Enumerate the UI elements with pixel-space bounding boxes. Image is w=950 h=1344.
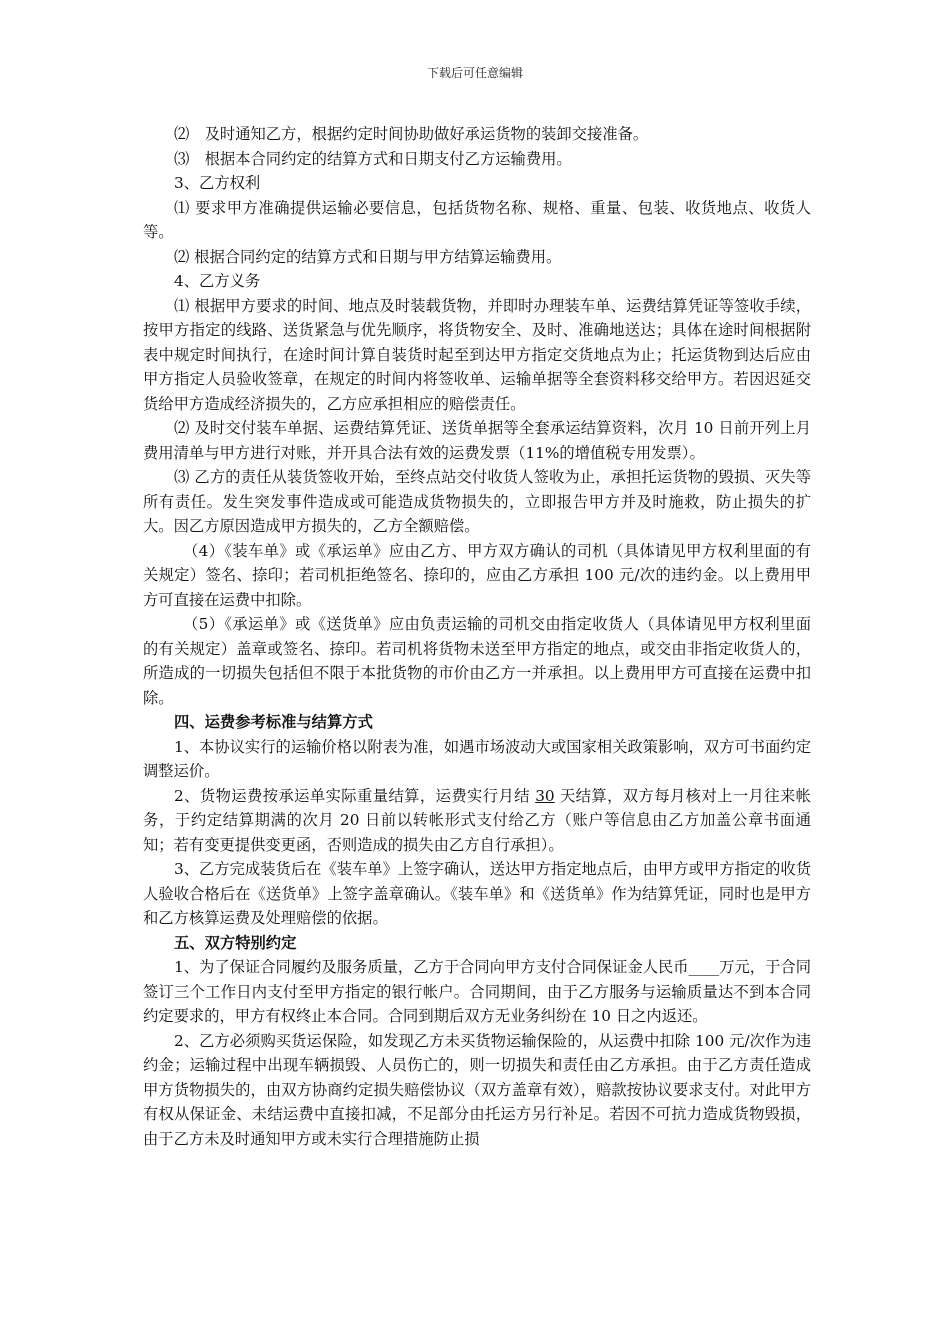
paragraph [143,784,811,858]
paragraph: 1、本协议实行的运输价格以附表为准，如遇市场波动大或国家相关政策影响，双方可书面约定调整运价。 [143,737,811,780]
page-header: 下载后可任意编辑 [426,66,523,80]
section-heading: 3、乙方权利 [174,174,261,192]
text-run: 2、货物运费按承运单实际重量结算，运费实行月结 [174,786,536,805]
paragraph: ⑴ 要求甲方准确提供运输必要信息，包括货物名称、规格、重量、包装、收货地点、收货人等。 [143,198,811,241]
paragraph: 1、为了保证合同履约及服务质量，乙方于合同向甲方支付合同保证金人民币____万元，于合同签订三个工作日内支付至甲方指定的银行帐户。合同期间，由于乙方服务与运输质量达不到本合同约定要求的，甲方有权终止本合同。合同到期后双方无业务纠纷在 10 日之内返还。 [143,958,811,1025]
paragraph: （4）《装车单》或《承运单》应由乙方、甲方双方确认的司机（具体请见甲方权利里面的有关规定）签名、捺印；若司机拒绝签名、捺印的，应由乙方承担 100 元/次的违约金。以上费用甲方可直接在运费中扣除。 [143,541,811,609]
paragraph: ⑵ 及时通知乙方，根据约定时间协助做好承运货物的装卸交接准备。 [174,125,649,143]
paragraph: （5）《承运单》或《送货单》应由负责运输的司机交由指定收货人（具体请见甲方权利里面的有关规定）盖章或签名、捺印。若司机将货物未送至甲方指定的地点，或交由非指定收货人的，所造成的一切损失包括但不限于本批货物的市价由乙方一并承担。以上费用甲方可直接在运费中扣除。 [143,615,811,707]
paragraph: 2、乙方必须购买货运保险，如发现乙方未买货物运输保险的，从运费中扣除 100 元/次作为违约金；运输过程中出现车辆损毁、人员伤亡的，则一切损失和责任由乙方承担。由于乙方责任造成甲方货物损失的，由双方协商约定损失赔偿协议（双方盖章有效），赔款按协议要求支付。对此甲方有权从保证金、未结运费中直接扣减，不足部分由托运方另行补足。若因不可抗力造成货物毁损，由于乙方未及时通知甲方或未实行合理措施防止损 [143,1031,811,1148]
paragraph: ⑴ 根据甲方要求的时间、地点及时装载货物，并即时办理装车单、运费结算凭证等签收手续，按甲方指定的线路、送货紧急与优先顺序，将货物安全、及时、准确地送达；具体在途时间根据附表中规定时间执行，在途时间计算自装货时起至到达甲方指定交货地点为止；托运货物到达后应由甲方指定人员验收签章，在规定的时间内将签收单、运输单据等全套资料移交给甲方。若因迟延交货给甲方造成经济损失的，乙方应承担相应的赔偿责任。 [143,296,811,413]
chapter-heading: 四、运费参考标准与结算方式 [174,713,373,731]
paragraph: ⑶ 乙方的责任从装货签收开始，至终点站交付收货人签收为止，承担托运货物的毁损、灭失等所有责任。发生突发事件造成或可能造成货物损失的，立即报告甲方并及时施救，防止损失的扩大。因乙方原因造成甲方损失的，乙方全额赔偿。 [143,468,811,535]
text-run: 天结算，双方每月核对上一月往来帐务，于约定结算期满的次月 20 日前以转帐形式支付给乙方（账户等信息由乙方加盖公章书面通知；若有变更提供变更函，否则造成的损失由乙方自行承担）。 [143,786,811,854]
chapter-heading: 五、双方特别约定 [174,933,297,952]
paragraph: ⑵ 根据合同约定的结算方式和日期与甲方结算运输费用。 [174,247,562,266]
document-body [143,122,811,1151]
paragraph: ⑶ 根据本合同约定的结算方式和日期支付乙方运输费用。 [174,149,572,168]
paragraph: ⑵ 及时交付装车单据、运费结算凭证、送货单据等全套承运结算资料，次月 10 日前开列上月费用清单与甲方进行对账，并开具合法有效的运费发票（11%的增值税专用发票）。 [143,419,811,462]
section-heading: 4、乙方义务 [174,272,261,290]
paragraph: 3、乙方完成装货后在《装车单》上签字确认，送达甲方指定地点后，由甲方或甲方指定的收货人验收合格后在《送货单》上签字盖章确认。《装车单》和《送货单》作为结算凭证，同时也是甲方和乙方核算运费及处理赔偿的依据。 [143,860,811,927]
underlined-value: 30 [535,786,555,805]
